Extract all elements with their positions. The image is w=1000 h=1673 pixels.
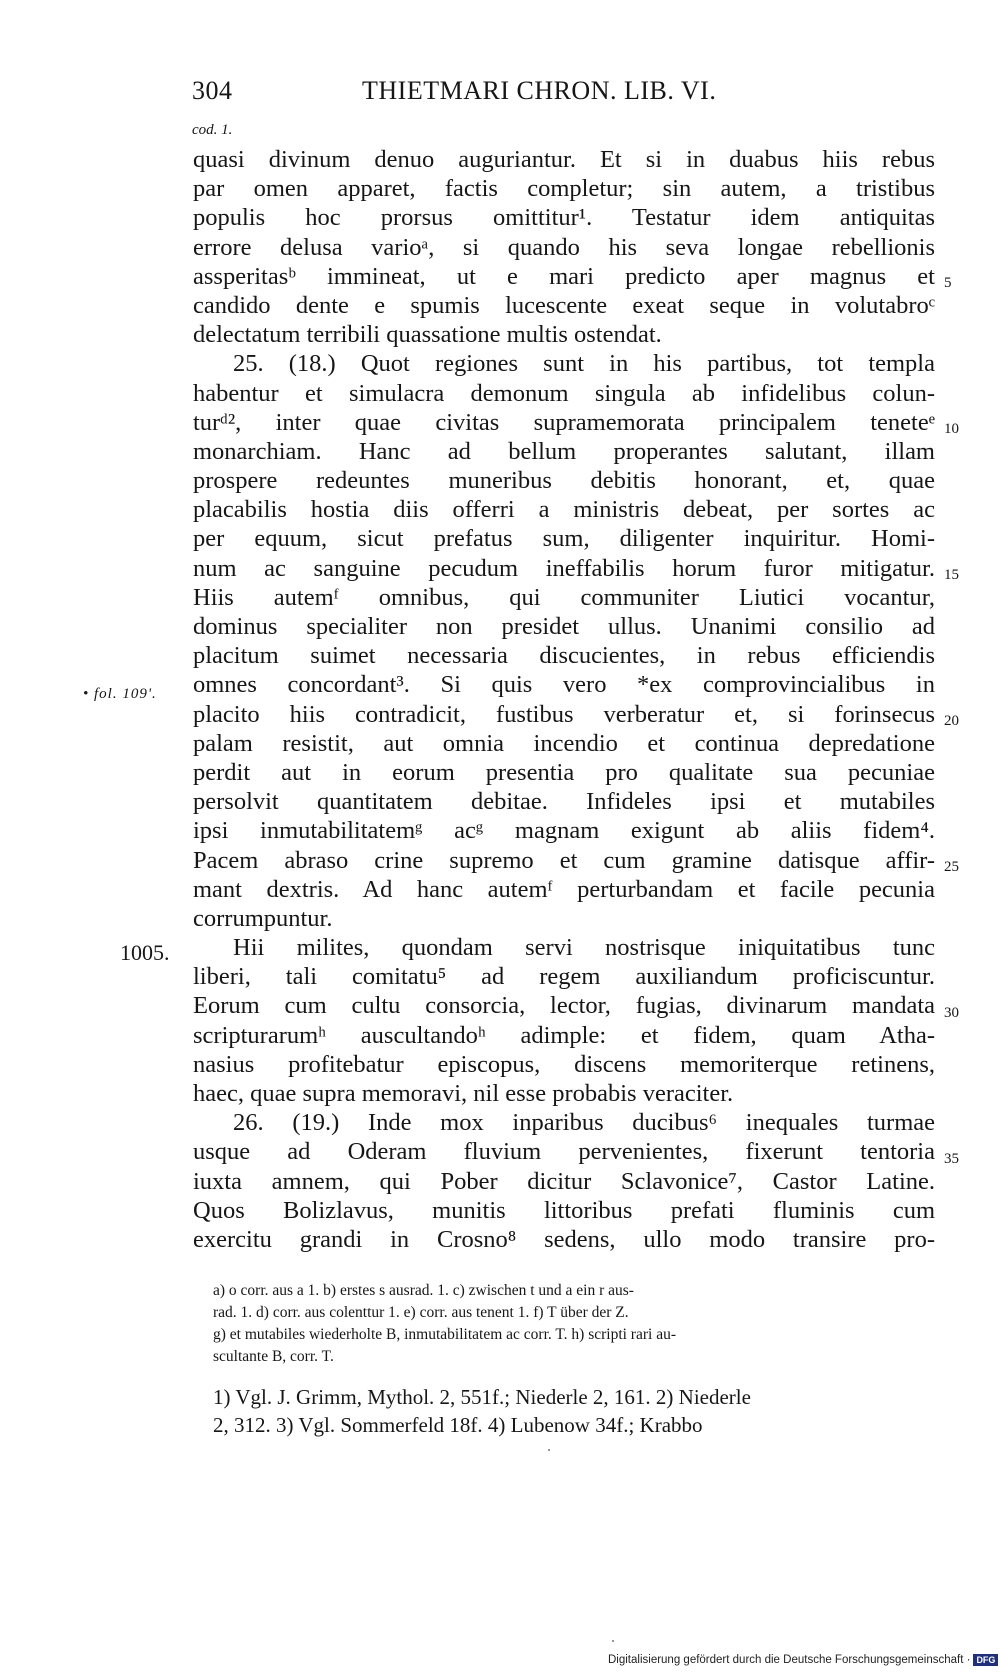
folio-marker: • fol. 109'. xyxy=(83,686,157,702)
apparatus-line: scultante B, corr. T. xyxy=(213,1348,334,1365)
text-line: par omen apparet, factis completur; sin autem, a tristibus xyxy=(193,175,935,203)
text-line: populis hoc prorsus omittitur¹. Testatur idem antiquitas xyxy=(193,204,935,232)
apparatus-line: g) et mutabiles wiederholte B, inmutabilitatem ac corr. T. h) scripti rari au- xyxy=(213,1326,676,1343)
text-line: scripturarumʰ auscultandoʰ adimple: et fidem, quam Atha- xyxy=(193,1021,935,1049)
main-text xyxy=(193,145,935,1254)
text-line: palam resistit, aut omnia incendio et continua depredatione xyxy=(193,729,935,757)
text-line: usque ad Oderam fluvium pervenientes, fixerunt tentoria xyxy=(193,1138,935,1166)
text-line: corrumpuntur. xyxy=(193,904,333,932)
text-line: persolvit quantitatem debitae. Infideles ipsi et mutabiles xyxy=(193,788,935,816)
text-line: perdit aut in eorum presentia pro qualitate sua pecuniae xyxy=(193,758,935,786)
text-line: placabilis hostia diis offerri a ministris debeat, per sortes ac xyxy=(193,496,935,524)
text-line: errore delusa varioᵃ, si quando his seva longae rebellionis xyxy=(193,233,935,261)
footnote-line: 2, 312. 3) Vgl. Sommerfeld 18f. 4) Lubenow 34f.; Krabbo xyxy=(213,1413,703,1437)
running-title: THIETMARI CHRON. LIB. VI. xyxy=(362,76,717,105)
apparatus-line: a) o corr. aus a 1. b) erstes s ausrad. 1. c) zwischen t und a ein r aus- xyxy=(213,1282,634,1299)
dfg-logo: DFG xyxy=(973,1654,998,1666)
text-line: habentur et simulacra demonum singula ab infidelibus colun- xyxy=(193,379,935,407)
text-line: omnes concordant³. Si quis vero *ex comprovincialibus in xyxy=(193,671,935,699)
text-line: dominus specialiter non presidet ullus. Unanimi consilio ad xyxy=(193,613,935,640)
footer-text: Digitalisierung gefördert durch die Deutsche Forschungsgemeinschaft · xyxy=(608,1654,971,1667)
print-speck xyxy=(548,1449,550,1451)
page-number: 304 xyxy=(192,76,233,105)
print-speck xyxy=(612,1640,614,1642)
text-line: quasi divinum denuo auguriantur. Et si in duabus hiis rebus xyxy=(193,146,935,173)
codex-note: cod. 1. xyxy=(192,122,233,138)
line-number: 30 xyxy=(944,1005,959,1021)
footnote-line: 1) Vgl. J. Grimm, Mythol. 2, 551f.; Niederle 2, 161. 2) Niederle xyxy=(213,1385,751,1409)
text-line: monarchiam. Hanc ad bellum properantes salutant, illam xyxy=(193,437,935,465)
text-line: liberi, tali comitatu⁵ ad regem auxiliandum proficiscuntur. xyxy=(193,963,935,991)
text-line: exercitu grandi in Crosno⁸ sedens, ullo modo transire pro- xyxy=(193,1225,935,1253)
text-line: assperitasᵇ immineat, ut e mari predicto aper magnus et xyxy=(193,262,935,290)
text-line: prospere redeuntes muneribus debitis honorant, et, quae xyxy=(193,467,935,495)
page-header xyxy=(192,70,752,110)
text-line: haec, quae supra memoravi, nil esse probabis veraciter. xyxy=(193,1080,734,1107)
text-line: turᵈ², inter quae civitas supramemorata principalem teneteᵉ xyxy=(193,408,935,436)
text-line: Hii milites, quondam servi nostrisque iniquitatibus tunc xyxy=(233,934,935,962)
text-line: Eorum cum cultu consorcia, lector, fugias, divinarum mandata xyxy=(193,992,935,1020)
text-line: placitum suimet necessaria discucientes, in rebus efficiendis xyxy=(193,642,935,670)
text-line: delectatum terribili quassatione multis ostendat. xyxy=(193,321,662,349)
text-line: Quos Bolizlavus, munitis littoribus prefati fluminis cum xyxy=(193,1196,935,1224)
text-line: candido dente e spumis lucescente exeat seque in volutabroᶜ xyxy=(193,291,935,319)
line-number: 25 xyxy=(944,859,959,875)
digitization-footer xyxy=(608,1654,998,1666)
critical-apparatus xyxy=(213,1280,941,1368)
line-number: 35 xyxy=(944,1151,959,1167)
text-line: Hiis autemᶠ omnibus, qui communiter Liutici vocantur, xyxy=(193,583,935,611)
line-number: 10 xyxy=(944,421,959,437)
text-line: iuxta amnem, qui Pober dicitur Sclavonice⁷, Castor Latine. xyxy=(193,1167,935,1195)
footnotes xyxy=(213,1383,943,1439)
line-number: 15 xyxy=(944,567,959,583)
text-line: per equum, sicut prefatus sum, diligenter inquiritur. Homi- xyxy=(193,525,935,553)
text-line: ipsi inmutabilitatemᵍ acᵍ magnam exigunt ab aliis fidem⁴. xyxy=(193,817,935,845)
text-line: nasius profitebatur episcopus, discens memoriterque retinens, xyxy=(193,1050,935,1078)
text-line: 25. (18.) Quot regiones sunt in his partibus, tot templa xyxy=(233,350,935,378)
line-number: 20 xyxy=(944,713,959,729)
text-line: Pacem abraso crine supremo et cum gramine datisque affir- xyxy=(193,846,935,874)
line-number: 5 xyxy=(944,275,952,291)
text-line: mant dextris. Ad hanc autemᶠ perturbandam et facile pecunia xyxy=(193,875,935,903)
apparatus-line: rad. 1. d) corr. aus colenttur 1. e) corr. aus tenent 1. f) T über der Z. xyxy=(213,1304,629,1321)
year-marker: 1005. xyxy=(120,940,170,965)
text-line: 26. (19.) Inde mox inparibus ducibus⁶ inequales turmae xyxy=(233,1109,935,1137)
text-line: num ac sanguine pecudum ineffabilis horum furor mitigatur. xyxy=(193,554,935,582)
text-line: placito hiis contradicit, fustibus verberatur et, si forinsecus xyxy=(193,700,935,728)
